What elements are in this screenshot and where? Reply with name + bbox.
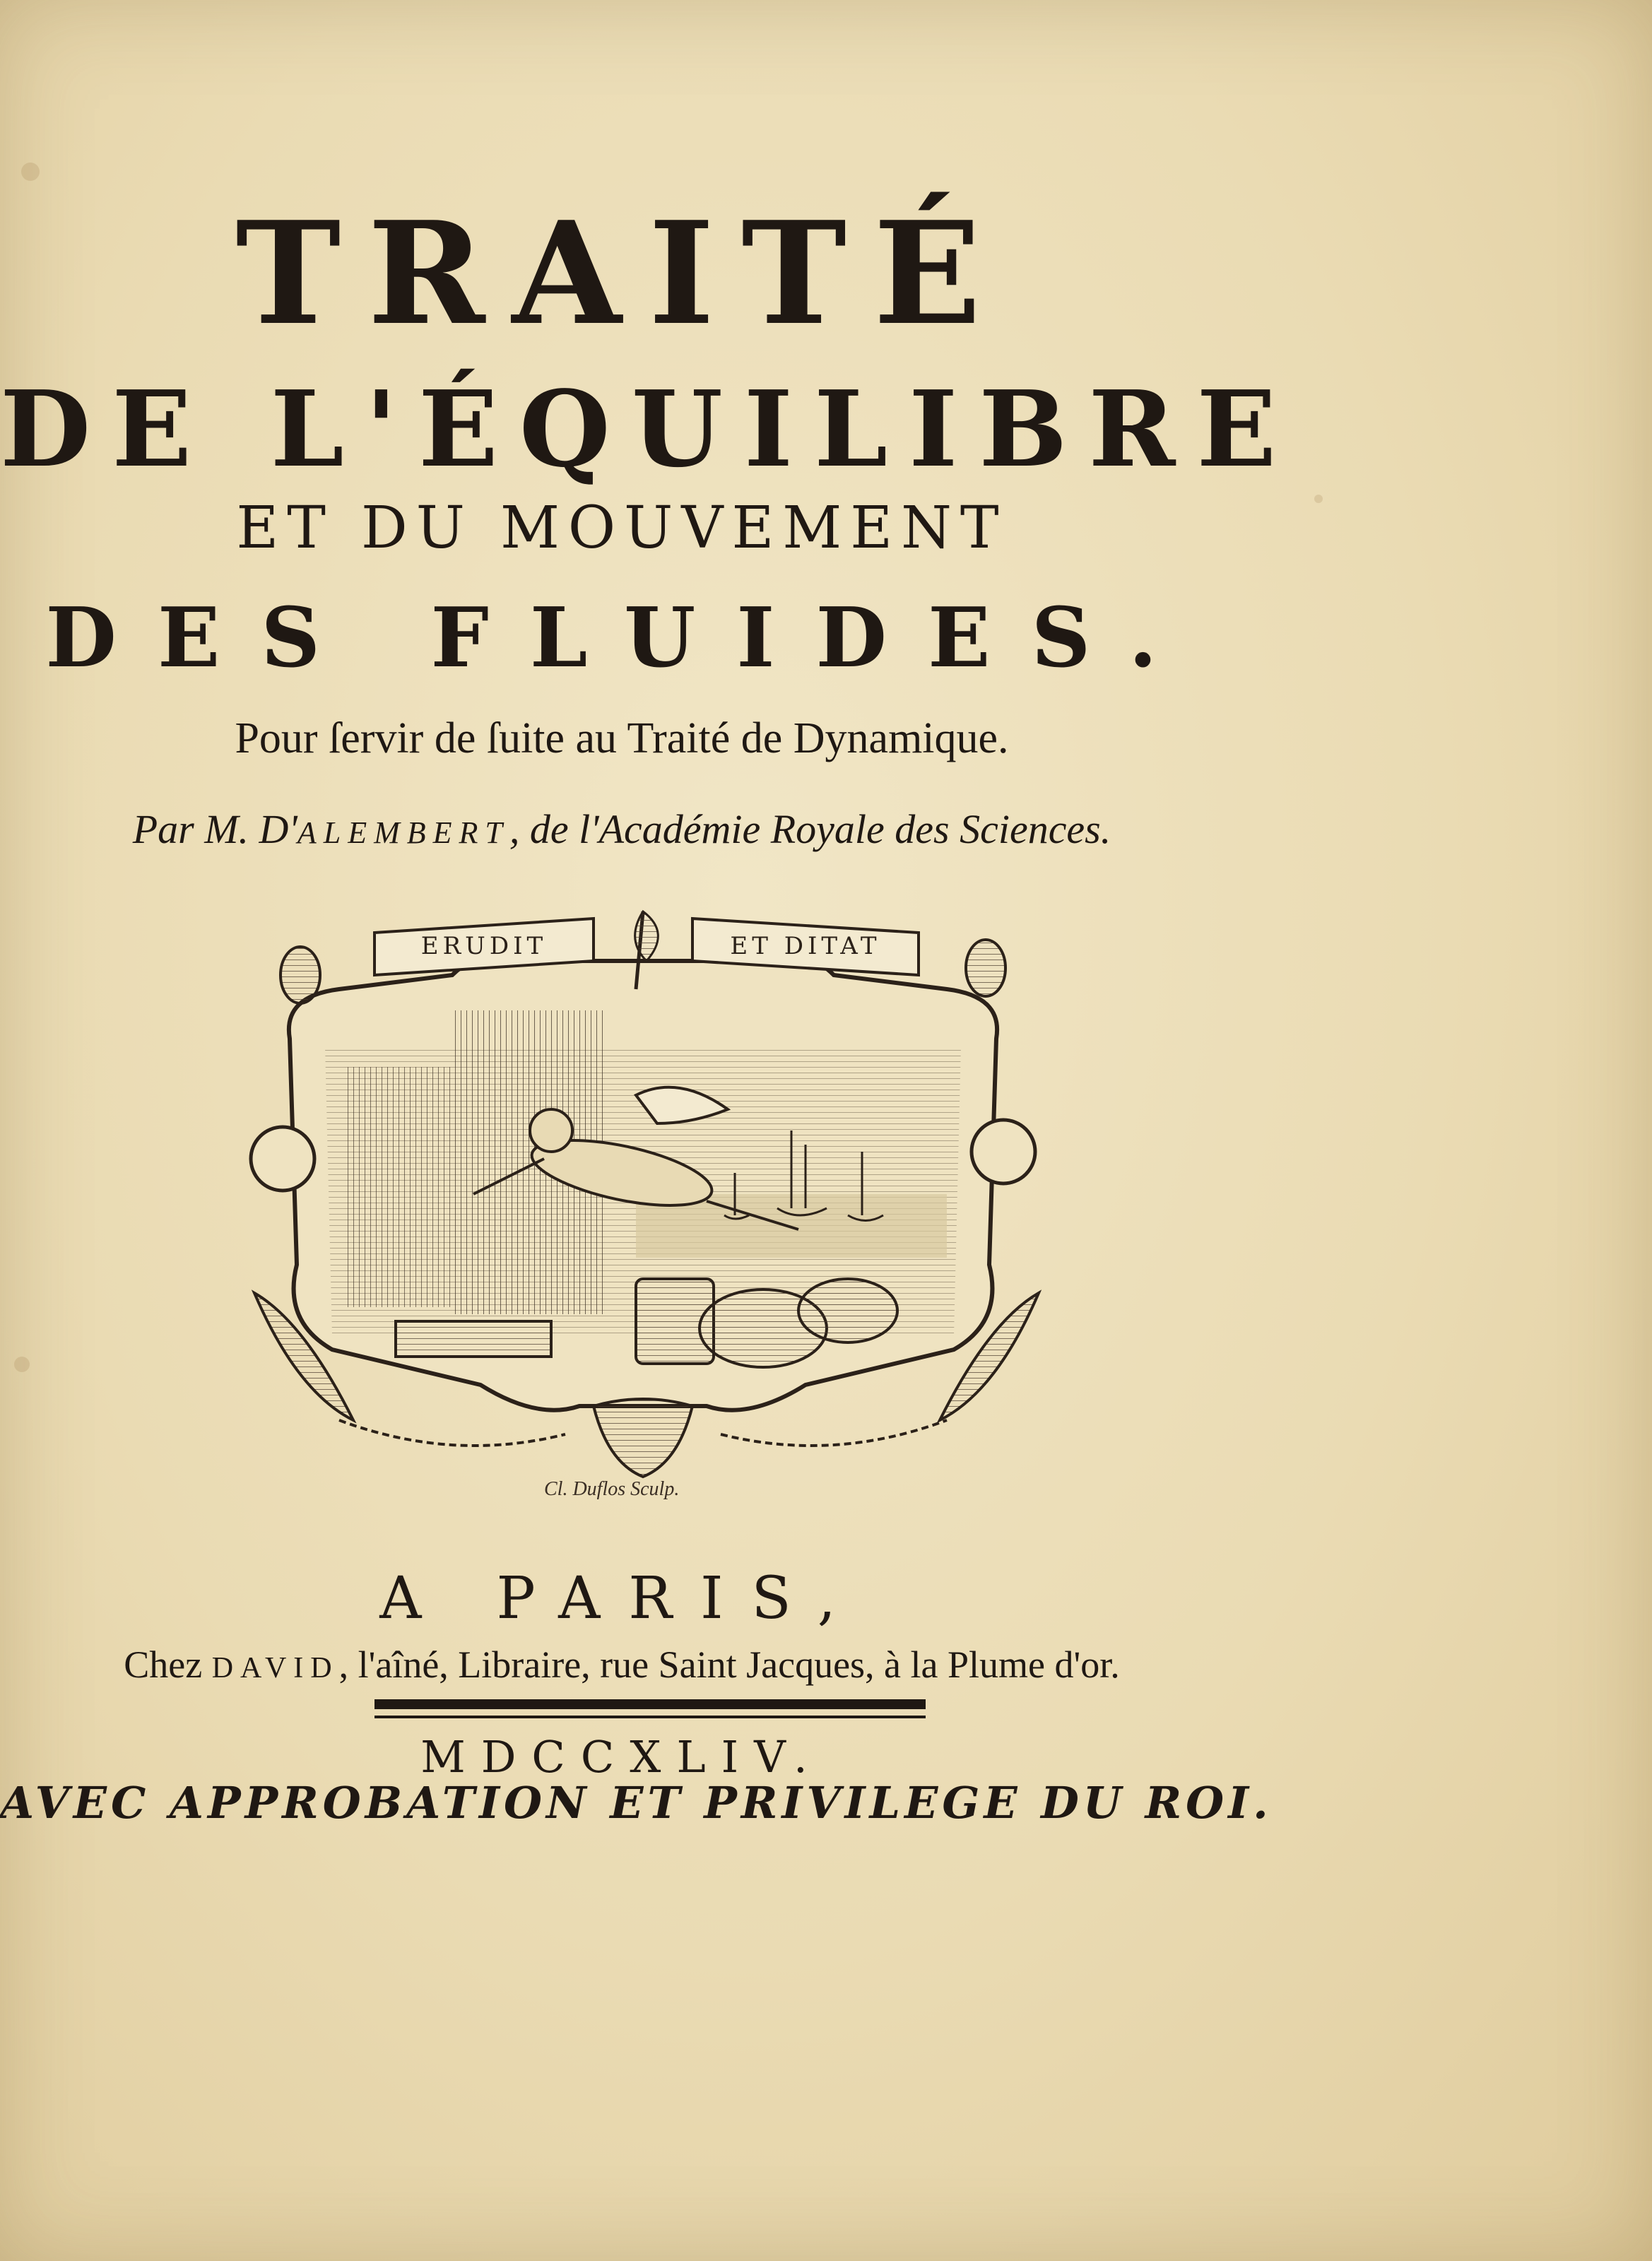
author-prefix: Par M. D' — [132, 806, 297, 852]
engraved-vignette — [240, 897, 1046, 1491]
publisher-name: DAVID — [211, 1652, 339, 1684]
title-line-3: ET DU MOUVEMENT — [236, 495, 1008, 562]
author-name: ALEMBERT — [297, 815, 509, 850]
imprint-publisher — [0, 1643, 1244, 1687]
foxing-spot — [14, 1357, 30, 1372]
title-line-2: DE L'ÉQUILIBRE — [0, 367, 1298, 490]
double-rule-thick — [374, 1699, 926, 1709]
author-suffix: , de l'Académie Royale des Sciences. — [509, 806, 1111, 852]
subtitle: Pour ſervir de ſuite au Traité de Dynamique. — [235, 714, 1009, 762]
imprint-place: A PARIS, — [379, 1565, 864, 1632]
double-rule-thin — [374, 1716, 926, 1718]
title-line-4: DES FLUIDES. — [45, 590, 1198, 686]
author-line — [0, 805, 1244, 853]
foxing-spot — [21, 163, 40, 181]
title-line-1: TRAITÉ — [235, 191, 1008, 357]
banner-left-text: ERUDIT — [420, 932, 548, 960]
publisher-prefix: Chez — [124, 1643, 212, 1686]
imprint-date: MDCCXLIV. — [420, 1731, 823, 1783]
vignette-illustration — [240, 897, 1046, 1491]
publisher-suffix: , l'aîné, Libraire, rue Saint Jacques, à la Plume d'or. — [338, 1643, 1120, 1686]
imprint-privilege: AVEC APPROBATION ET PRIVILEGE DU ROI. — [0, 1777, 1273, 1829]
engraver-signature: Cl. Duflos Sculp. — [544, 1478, 680, 1500]
foxing-spot — [1314, 495, 1323, 503]
banner-right-text: ET DITAT — [730, 932, 881, 960]
